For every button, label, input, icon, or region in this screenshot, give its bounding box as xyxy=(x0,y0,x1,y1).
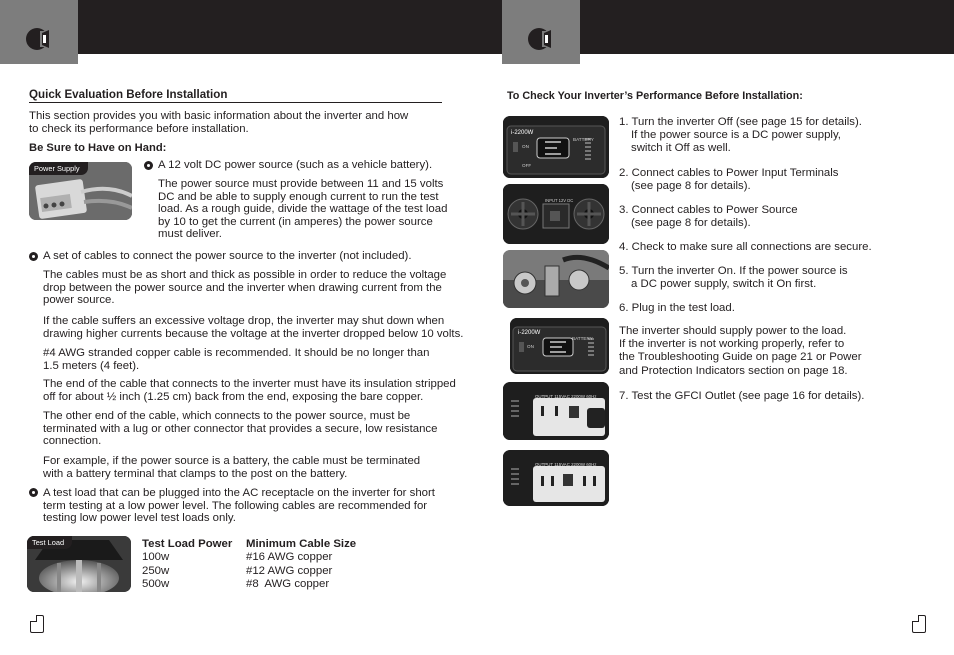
gfci-outlet-plug-photo xyxy=(503,382,609,440)
header-tab-right xyxy=(502,0,580,64)
step-6: 6. Plug in the test load. xyxy=(619,302,735,314)
page-marker-left xyxy=(30,615,44,633)
paragraph-voltage-drop: If the cable suffers an excessive voltage drop, the inverter may shut down when drawing higher currents because the voltage at the inverter dropped below 10 volts. xyxy=(43,315,464,340)
paragraph-insulation: The end of the cable that connects to the inverter must have its insulation stripped off for about ½ inch (1.25 cm) back from the end, exposing the bare copper. xyxy=(43,378,456,403)
panel-battery-text: BATTERY xyxy=(573,137,594,142)
step-1: 1. Turn the inverter Off (see page 15 for details). If the power source is a DC power supply, switch it Off as well. xyxy=(619,116,862,155)
table-cell: 100w xyxy=(142,551,170,563)
photo-label: Power Supply xyxy=(29,162,88,175)
bullet-icon xyxy=(29,488,38,497)
outlet-label-text: OUTPUT 115VAC 2200W 60Hz xyxy=(535,462,597,467)
panel-battery-text: BATTERY xyxy=(572,336,593,341)
cobra-logo-icon xyxy=(528,26,554,52)
power-supply-photo xyxy=(29,162,132,220)
panel-model-text: i-2200W xyxy=(511,130,534,136)
test-load-photo xyxy=(27,536,131,592)
item3-text: A test load that can be plugged into the AC receptacle on the inverter for short term testing at a low power level. The following cables are recommended for testing low power level test loads only. xyxy=(43,487,435,525)
table-cell: #12 AWG copper xyxy=(246,564,333,577)
panel-on-text: ON xyxy=(522,144,529,149)
panel-model-text: i-2200W xyxy=(518,330,541,336)
step-3: 3. Connect cables to Power Source (see page 8 for details). xyxy=(619,204,798,230)
paragraph-battery-example: For example, if the power source is a battery, the cable must be terminated with a battery terminal that clamps to the post on the battery. xyxy=(43,455,421,480)
paragraph-awg: #4 AWG stranded copper cable is recommended. It should be no longer than 1.5 meters (4 feet). xyxy=(43,347,430,372)
cobra-logo-icon xyxy=(26,26,52,52)
photo-label: Test Load xyxy=(27,536,72,549)
battery-terminals-photo xyxy=(503,250,609,308)
intro-text: This section provides you with basic information about the inverter and how to check its performance before installation. xyxy=(29,110,409,135)
panel-input-text: INPUT 12V DC xyxy=(545,198,574,203)
table-column-power xyxy=(142,551,169,592)
inverter-panel-off-photo xyxy=(503,116,609,178)
paragraph-cables-short: The cables must be as short and thick as possible in order to reduce the voltage drop between the power source and the inverter when drawing current from the power source. xyxy=(43,269,447,307)
section-title-rule xyxy=(29,102,442,103)
item2-text: A set of cables to connect the power source to the inverter (not included). xyxy=(43,250,412,262)
step-7: 7. Test the GFCI Outlet (see page 16 for details). xyxy=(619,390,865,402)
item1-text: A 12 volt DC power source (such as a vehicle battery). xyxy=(158,159,433,171)
inverter-rear-photo xyxy=(503,184,609,244)
section-title: Quick Evaluation Before Installation xyxy=(29,88,228,101)
item1-detail: The power source must provide between 11 and 15 volts DC and be able to supply enough current to run the test load. As a rough guide, divide the wattage of the test load by 10 to get the current (in amperes) the power source must deliver. xyxy=(158,178,448,241)
table-header-power: Test Load Power xyxy=(142,538,233,550)
inverter-panel-on-photo xyxy=(510,318,609,374)
page-marker-right xyxy=(912,615,926,633)
gfci-outlet-photo xyxy=(503,450,609,506)
panel-on-text: ON xyxy=(527,344,534,349)
bullet-icon xyxy=(144,161,153,170)
bullet-icon xyxy=(29,252,38,261)
header-bar xyxy=(0,0,954,54)
step-2: 2. Connect cables to Power Input Terminals (see page 8 for details). xyxy=(619,167,839,193)
table-column-cable xyxy=(246,551,332,592)
troubleshooting-note: The inverter should supply power to the load. If the inverter is not working properly, refer to the Troubleshooting Guide on page 21 or Power and Protection Indicators section on page 18. xyxy=(619,325,862,377)
right-heading: To Check Your Inverter’s Performance Before Installation: xyxy=(507,90,803,102)
paragraph-other-end: The other end of the cable, which connects to the power source, must be terminated with a lug or other connector that provides a secure, low resistance connection. xyxy=(43,410,438,448)
panel-off-text: OFF xyxy=(522,163,532,168)
table-cell: #16 AWG copper xyxy=(246,551,333,563)
step-4: 4. Check to make sure all connections are secure. xyxy=(619,241,872,253)
table-cell: 250w xyxy=(142,564,170,577)
table-header-cable: Minimum Cable Size xyxy=(246,538,357,550)
outlet-label-text: OUTPUT 115VAC 2200W 60Hz xyxy=(535,394,597,399)
table-cell: #8 AWG copper xyxy=(246,578,330,591)
table-cell: 500w xyxy=(142,578,170,591)
step-5: 5. Turn the inverter On. If the power source is a DC power supply, switch it On first. xyxy=(619,265,848,291)
subheading-have-on-hand: Be Sure to Have on Hand: xyxy=(29,142,167,154)
header-tab-left xyxy=(0,0,78,64)
